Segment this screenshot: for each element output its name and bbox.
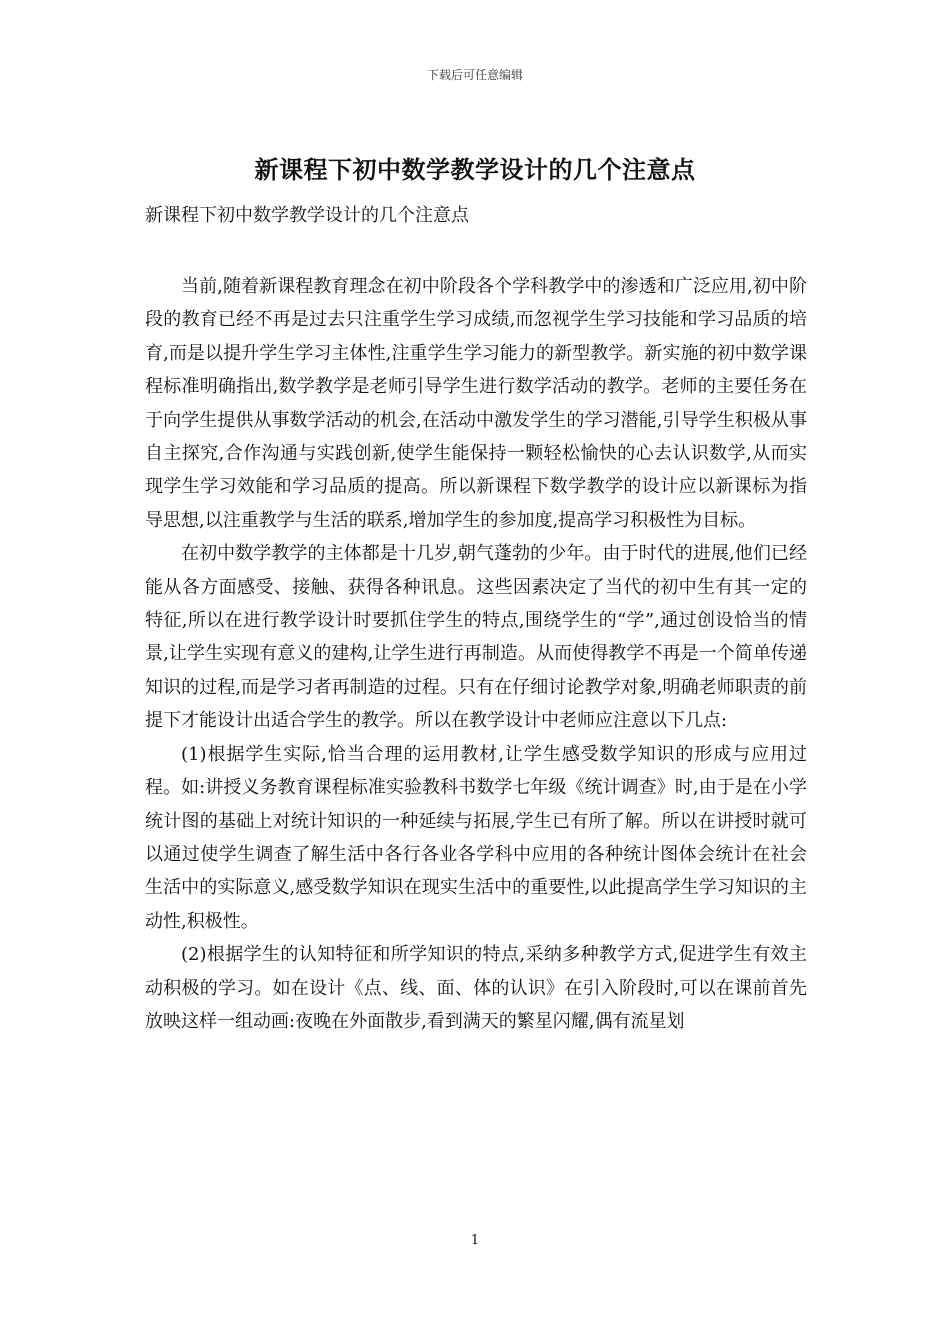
body-paragraph-4: (2)根据学生的认知特征和所学知识的特点,采纳多种教学方式,促进学生有效主动积极的学习。如在设计《点、线、面、体的认识》在引入阶段时,可以在课前首先放映这样一组动画:夜晚在外面散步,看到满天的繁星闪耀,偶有流星划 xyxy=(145,944,807,1032)
page-number: 1 xyxy=(470,1233,480,1248)
body-paragraph-3: (1)根据学生实际,恰当合理的运用教材,让学生感受数学知识的形成与应用过程。如:讲授义务教育课程标准实验教科书数学七年级《统计调查》时,由于是在小学统计图的基础上对统计知识的一种延续与拓展,学生已有所了解。所以在讲授时就可以通过使学生调查了解生活中各行各业各学科中应用的各种统计图体会统计在社会生活中的实际意义,感受数学知识在现实生活中的重要性,以此提高学生学习知识的主动性,积极性。 xyxy=(145,743,807,932)
body-paragraph-2: 在初中数学教学的主体都是十几岁,朝气蓬勃的少年。由于时代的进展,他们已经能从各方面感受、接触、获得各种讯息。这些因素决定了当代的初中生有其一定的特征,所以在进行教学设计时要抓住学生的特点,围绕学生的“学”,通过创设恰当的情景,让学生实现有意义的建构,让学生进行再制造。从而使得教学不再是一个简单传递知识的过程,而是学习者再制造的过程。只有在仔细讨论教学对象,明确老师职责的前提下才能设计出适合学生的教学。所以在教学设计中老师应注意以下几点: xyxy=(145,543,807,732)
document-body xyxy=(145,270,807,1038)
document-subtitle: 新课程下初中数学教学设计的几个注意点 xyxy=(145,205,469,226)
header-note: 下载后可任意编辑 xyxy=(426,68,523,82)
document-title: 新课程下初中数学教学设计的几个注意点 xyxy=(254,155,696,184)
body-paragraph-1: 当前,随着新课程教育理念在初中阶段各个学科教学中的渗透和广泛应用,初中阶段的教育已经不再是过去只注重学生学习成绩,而忽视学生学习技能和学习品质的培育,而是以提升学生学习主体性,注重学生学习能力的新型教学。新实施的初中数学课程标准明确指出,数学教学是老师引导学生进行数学活动的教学。老师的主要任务在于向学生提供从事数学活动的机会,在活动中激发学生的学习潜能,引导学生积极从事自主探究,合作沟通与实践创新,使学生能保持一颗轻松愉快的心去认识数学,从而实现学生学习效能和学习品质的提高。所以新课程下数学教学的设计应以新课标为指导思想,以注重教学与生活的联系,增加学生的参加度,提高学习积极性为目标。 xyxy=(145,276,807,531)
